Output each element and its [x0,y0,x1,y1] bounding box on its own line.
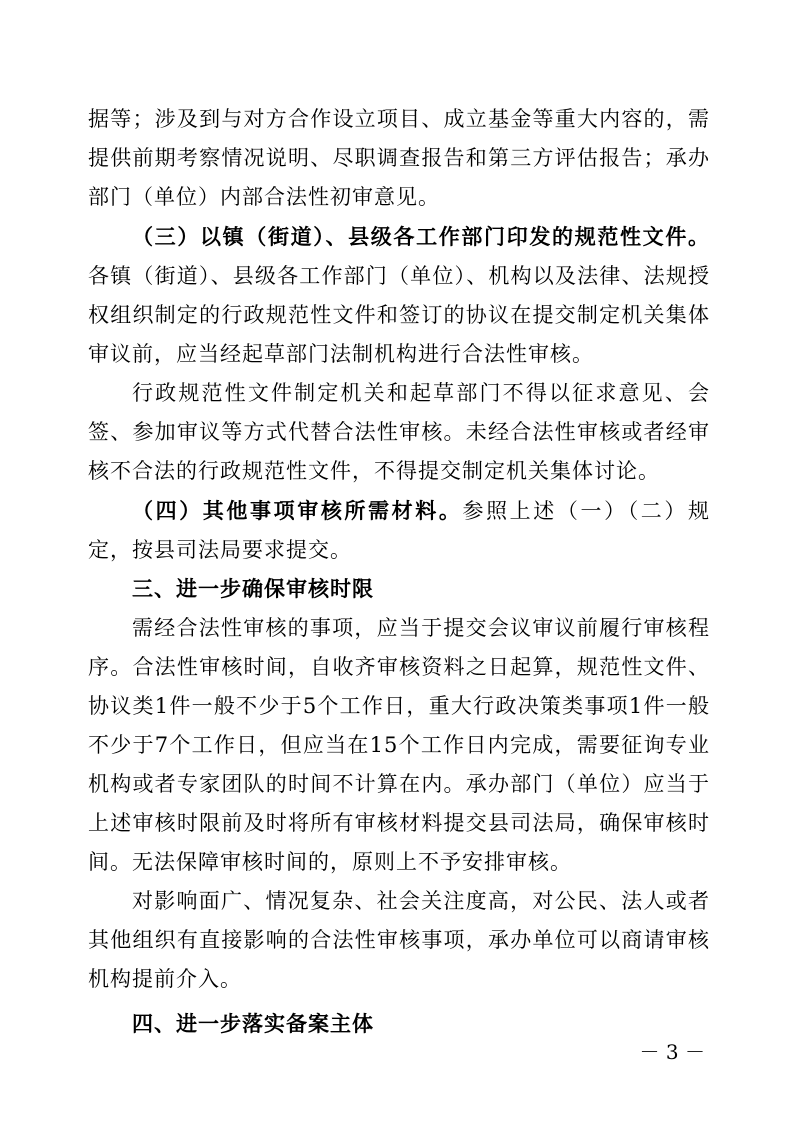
page-number: － 3 － [639,1040,705,1064]
paragraph-section-four [88,491,710,570]
paragraph-lead: （四）其他事项审核所需材料。 [132,498,463,523]
paragraph-section-three [88,217,710,374]
paragraph-text: 据等；涉及到与对方合作设立项目、成立基金等重大内容的，需提供前期考察情况说明、尽职调查报告和第三方评估报告；承办部门（单位）内部合法性初审意见。 [88,107,710,209]
paragraph-text: 对影响面广、情况复杂、社会关注度高，对公民、法人或者其他组织有直接影响的合法性审核事项，承办单位可以商请审核机构提前介入。 [88,889,710,991]
section-heading-four: 四、进一步落实备案主体 [132,1012,374,1036]
paragraph-text: 参照上述（一）（二）规定，按县司法局要求提交。 [88,499,711,562]
paragraph-review-timeline [88,609,710,882]
section-heading-three: 三、进一步确保审核时限 [132,577,374,601]
document-body [88,100,710,1044]
paragraph-early-involvement [88,882,710,999]
paragraph-lead: （三）以镇（街道）、县级各工作部门印发的规范性文件。 [132,224,710,249]
paragraph-text: 需经合法性审核的事项，应当于提交会议审议前履行审核程序。合法性审核时间，自收齐审核资料之日起算，规范性文件、协议类1件一般不少于5个工作日，重大行政决策类事项1件一般不少于7个工作日，但应当在15个工作日内完成，需要征询专业机构或者专家团队的时间不计算在内。承办部门（单位）应当于上述审核时限前及时将所有审核材料提交县司法局，确保审核时间。无法保障审核时间的，原则上不予安排审核。 [88,616,710,874]
paragraph-continued [88,100,710,217]
paragraph-text: 各镇（街道）、县级各工作部门（单位）、机构以及法律、法规授权组织制定的行政规范性文件和签订的协议在提交制定机关集体审议前，应当经起草部门法制机构进行合法性审核。 [88,264,710,366]
paragraph-normative-docs [88,374,710,491]
paragraph-text: 行政规范性文件制定机关和起草部门不得以征求意见、会签、参加审议等方式代替合法性审核。未经合法性审核或者经审核不合法的行政规范性文件，不得提交制定机关集体讨论。 [88,381,710,483]
